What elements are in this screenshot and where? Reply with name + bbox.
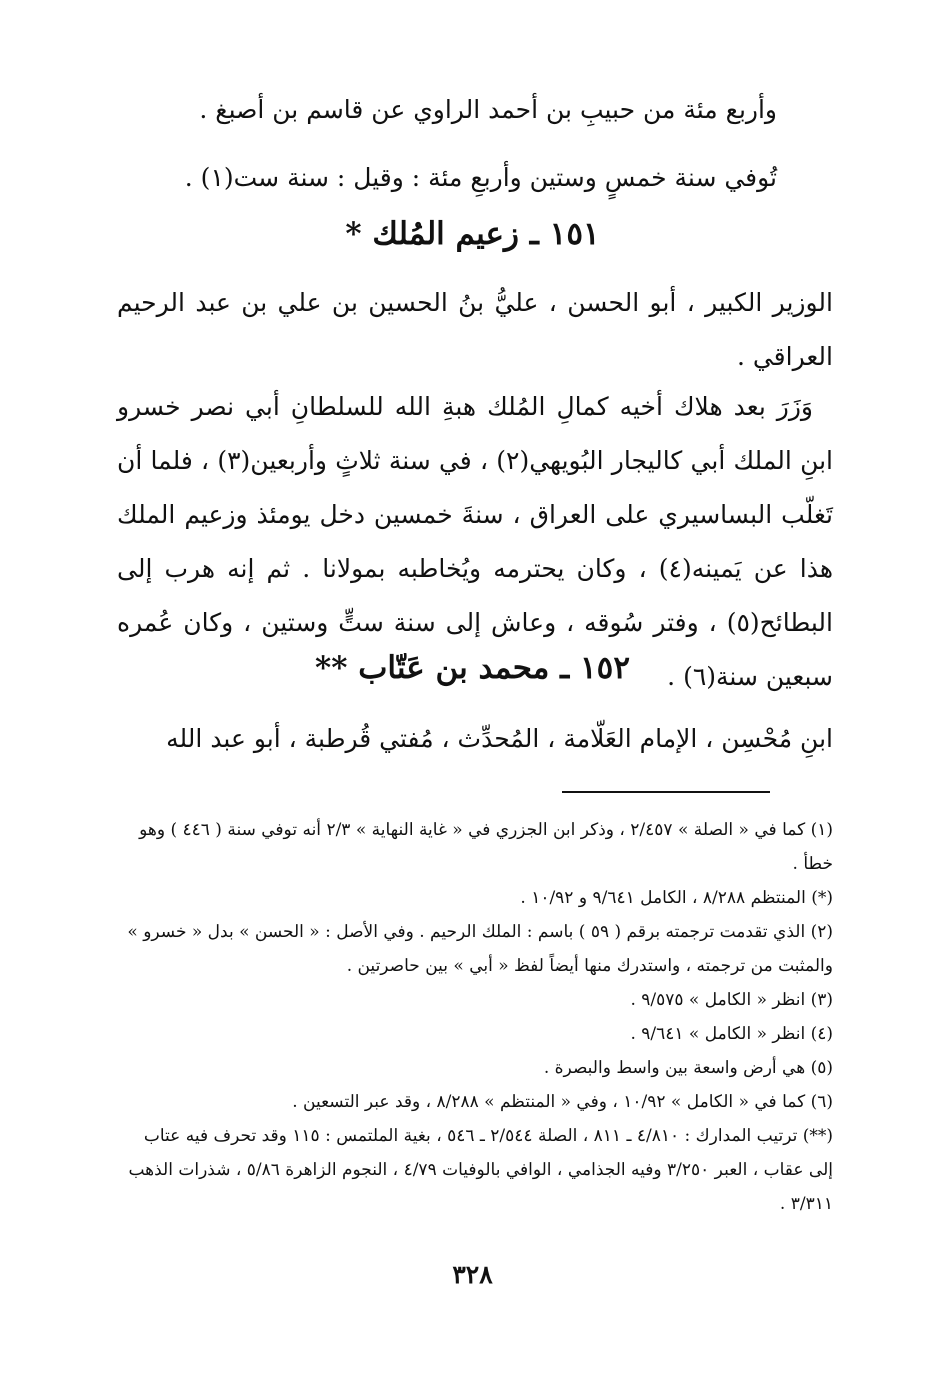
text-line: تُوفي سنة خمسٍ وستين وأربعِ مئة : وقيل : سنة ست(١) . [184,163,777,192]
entry-151-paragraph-2: وَزَرَ بعد هلاك أخيه كمالِ المُلك هبةِ الله للسلطانِ أبي نصر خسرو ابنِ الملك أبي كاليجار البُويهي(٢) ، في سنة ثلاثٍ وأربعين(٣) ، فلما أن تَغلّب البساسيري على العراق ، سنةَ خمسين دخل يومئذ وزعيم الملك هذا عن يَمينه(٤) ، وكان يحترمه ويُخاطبه بمولانا . ثم إنه هرب إلى البطائح(٥) ، وفتر سُوقه ، وعاش إلى سنة ستٍّ وستين ، وكان عُمره سبعين سنة(٦) . [117,392,834,691]
entry-152-paragraph-1: ابنِ مُحْسِن ، الإمام العَلّامة ، المُحدِّث ، مُفتي قُرطبة ، أبو عبد الله [166,724,833,753]
entry-heading-152: ١٥٢ ـ محمد بن عَتّاب ** [315,650,630,686]
footnote: (٤) انظر « الكامل » ٩/٦٤١ . [630,1024,833,1044]
footnote: (٢) الذي تقدمت ترجمته برقم ( ٥٩ ) باسم : الملك الرحيم . وفي الأصل : « الحسن » بدل « خسرو » والمثبت من ترجمته ، واستدرك منها أيضاً لفظ « أبي » بين حاصرتين . [127,922,833,976]
text-line: وأربع مئة من حبيبِ بن أحمد الراوي عن قاسم بن أصبغ . [199,95,777,124]
footnote: (*) المنتظم ٨/٢٨٨ ، الكامل ٩/٦٤١ و ١٠/٩٢ . [520,888,833,908]
footnote-separator [562,791,770,793]
footnote: (٦) كما في « الكامل » ١٠/٩٢ ، وفي « المنتظم » ٨/٢٨٨ ، وقد عبر التسعين . [292,1092,833,1112]
footnote: (٥) هي أرض واسعة بين واسط والبصرة . [543,1058,833,1078]
page-number: ٣٢٨ [452,1260,493,1289]
entry-151-paragraph-1: الوزير الكبير ، أبو الحسن ، عليُّ بنُ الحسين بن علي بن عبد الرحيم العراقي . [117,288,833,371]
footnote: (**) ترتيب المدارك : ٤/٨١٠ ـ ٨١١ ، الصلة ٢/٥٤٤ ـ ٥٤٦ ، بغية الملتمس : ١١٥ وقد تحرف فيه عتاب إلى عقاب ، العبر ٣/٢٥٠ وفيه الجذامي ، الوافي بالوفيات ٤/٧٩ ، النجوم الزاهرة ٥/٨٦ ، شذرات الذهب ٣/٣١١ . [128,1126,833,1214]
entry-heading-151: ١٥١ ـ زعيم المُلك * [345,216,600,252]
footnote: (١) كما في « الصلة » ٢/٤٥٧ ، وذكر ابن الجزري في « غاية النهاية » ٢/٣ أنه توفي سنة ( ٤٤٦ ) وهو خطأ . [139,820,833,874]
footnotes [117,813,833,1221]
footnote: (٣) انظر « الكامل » ٩/٥٧٥ . [630,990,833,1010]
